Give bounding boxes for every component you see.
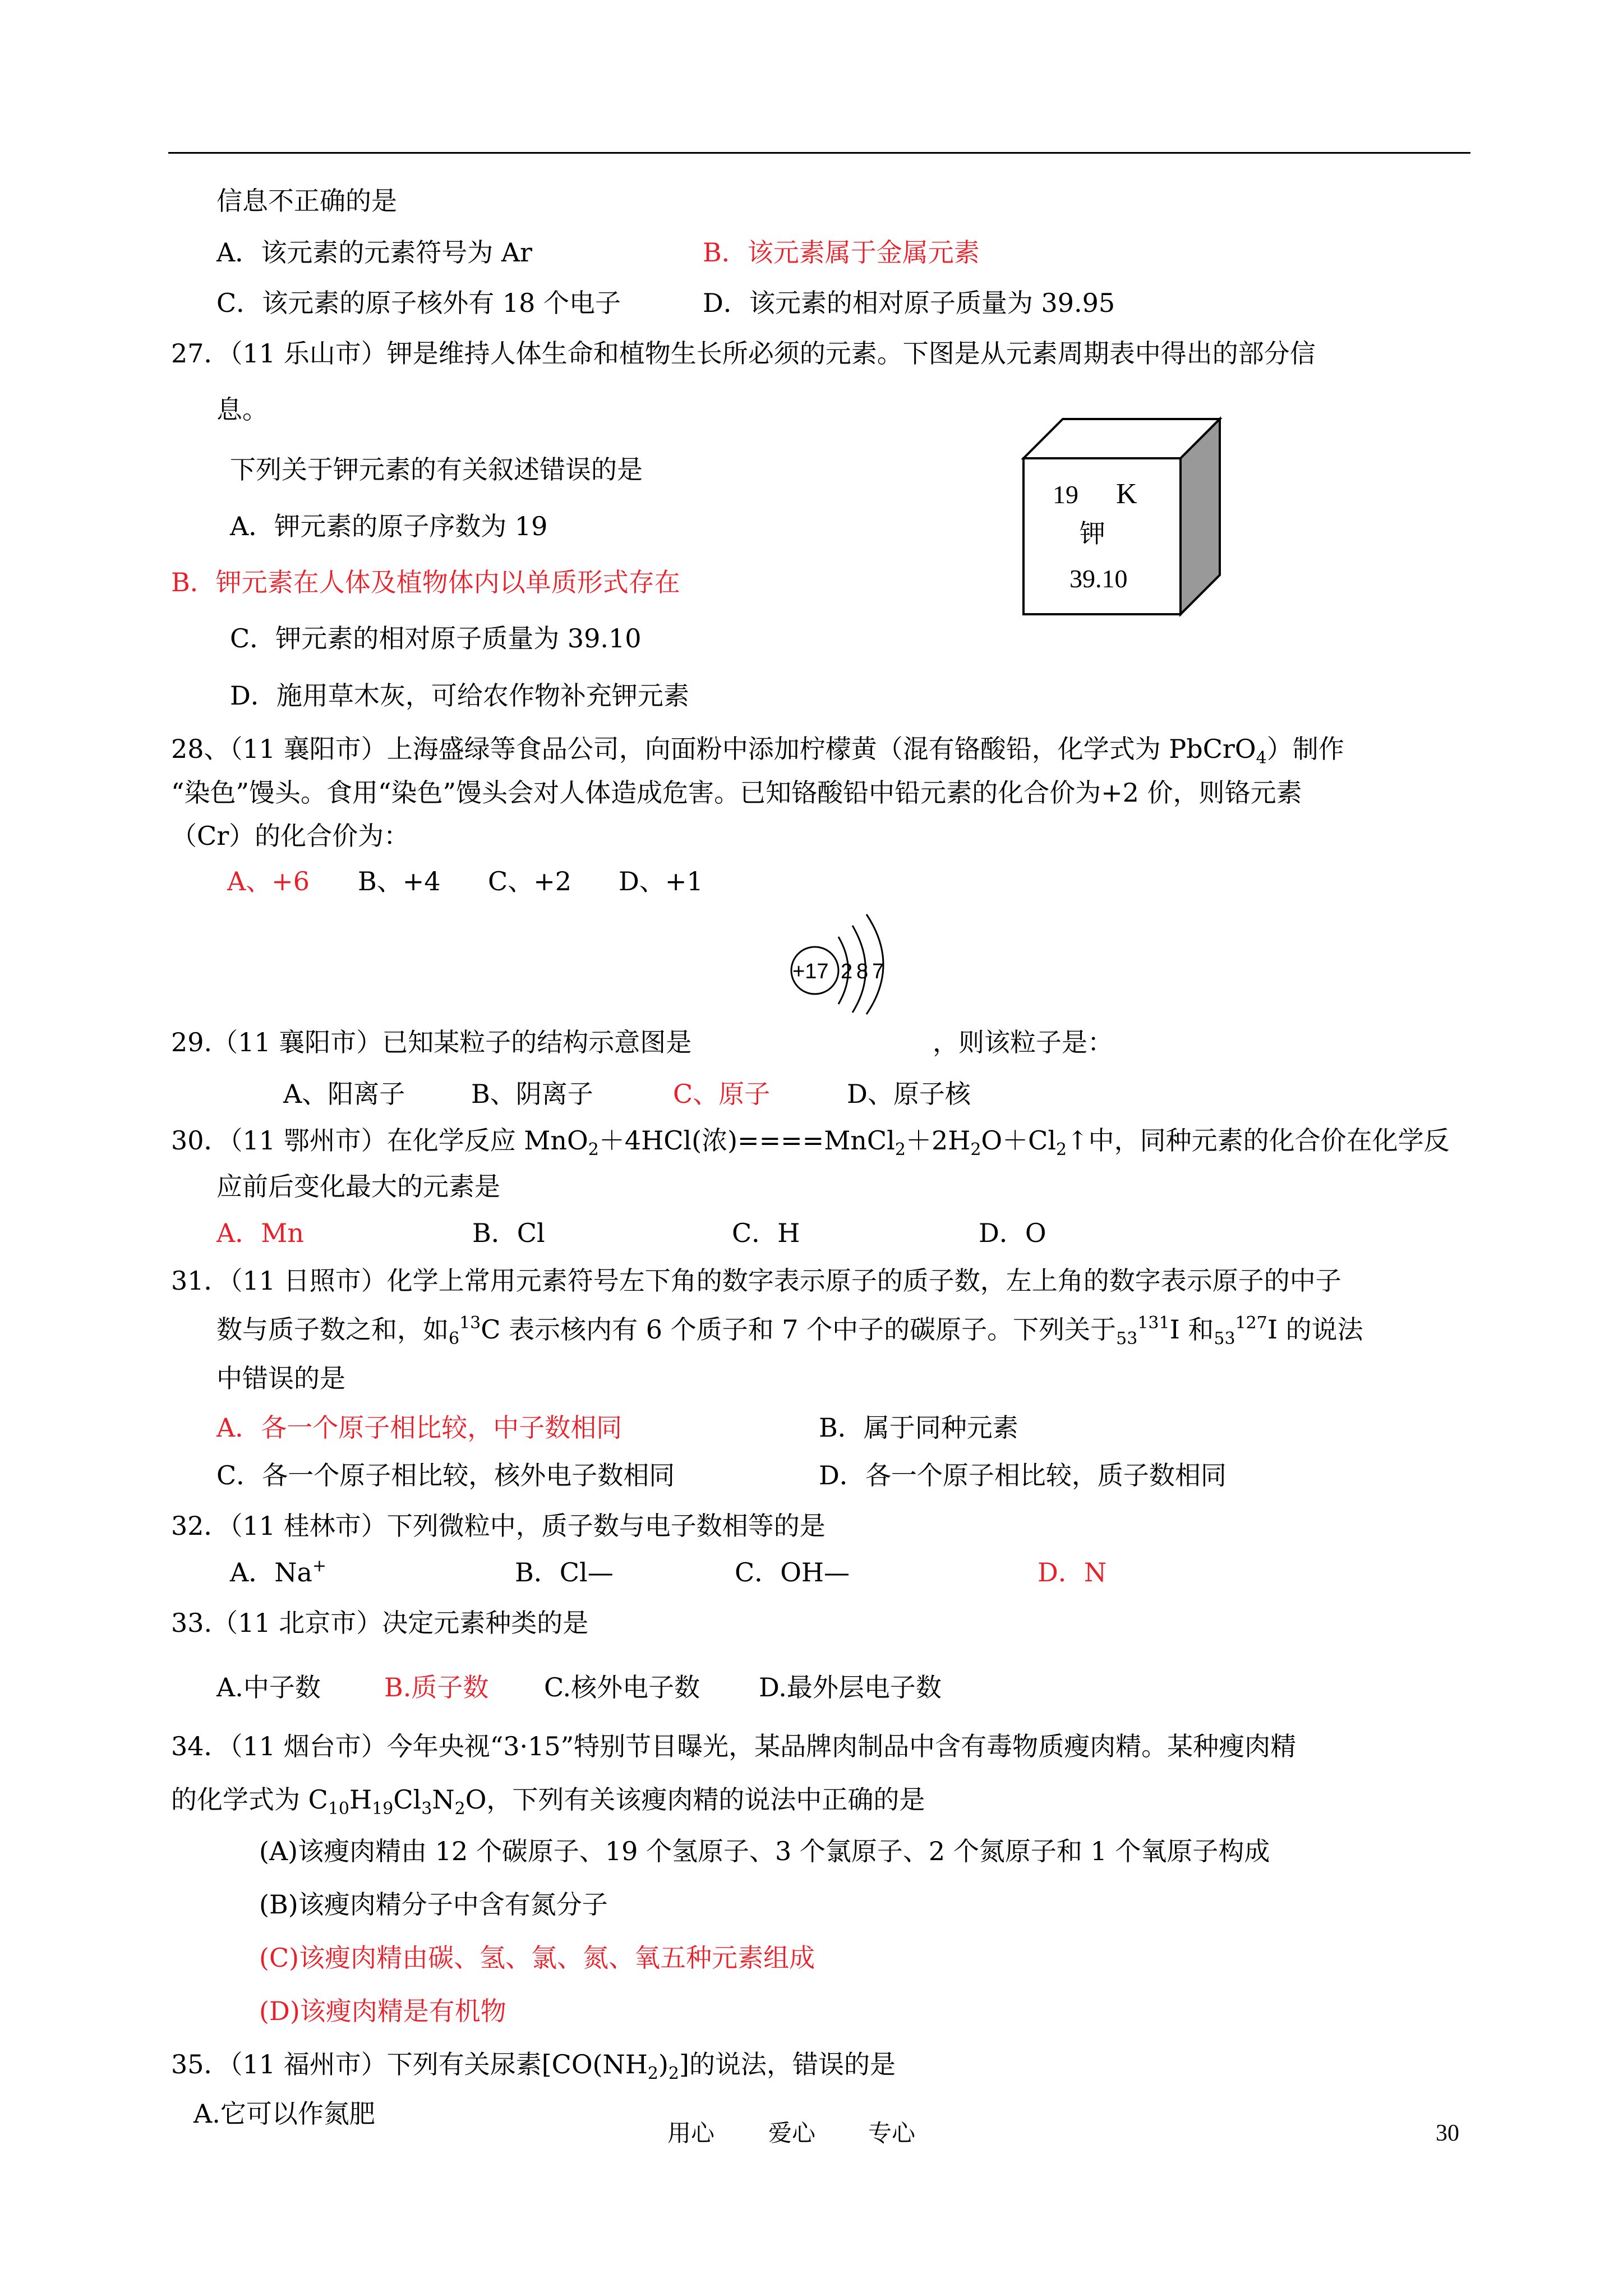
question-28-text-cont: （Cr）的化合价为： [171,821,410,851]
q34-part: 的化学式为 C [171,1784,328,1815]
subscript: 2 [970,1140,981,1159]
q34-part: H [349,1784,372,1815]
question-34-text-cont [171,1783,925,1819]
option-a-answer: A．各一个原子相比较，中子数相同 [216,1412,623,1443]
shell-1-count: 2 [841,960,853,983]
option-c: C.核外电子数 [544,1672,700,1703]
question-29-text-end: ，则该粒子是： [933,1027,1113,1057]
q31-part: I 的说法 [1267,1314,1363,1345]
footer-motto-1: 用心 [667,2119,715,2147]
subscript: 19 [372,1799,394,1819]
question-27-text-cont: 息。 [216,394,268,425]
subscript: 4 [1256,748,1267,768]
q34-part: Cl [393,1784,422,1815]
option-a-answer: A．Mn [216,1218,304,1248]
option-a: A.它可以作氮肥 [193,2099,375,2129]
footer-motto-2: 爱心 [768,2119,816,2147]
superscript: 131 [1137,1313,1170,1333]
q34-part: N [432,1784,455,1815]
option-d: D．该元素的相对原子质量为 39.95 [703,288,1115,318]
q30-part: O＋Cl [981,1125,1057,1156]
option-c: C．各一个原子相比较，核外电子数相同 [216,1460,675,1490]
subscript: 3 [421,1799,432,1819]
subscript: 10 [328,1799,350,1819]
option-c: C、+2 [488,866,572,896]
option-c: C．钾元素的相对原子质量为 39.10 [230,623,642,654]
element-atomic-number: 19 [1053,480,1078,509]
element-name: 钾 [1080,518,1105,549]
text-line: 信息不正确的是 [216,186,397,216]
question-30-text-cont: 应前后变化最大的元素是 [216,1171,500,1202]
question-34-text: 34．（11 烟台市）今年央视“3·15”特别节目曝光，某品牌肉制品中含有毒物质瘦肉精。某种瘦肉精 [171,1731,1297,1761]
option-a: A．钾元素的原子序数为 19 [230,511,548,541]
q31-part: C 表示核内有 6 个质子和 7 个中子的碳原子。下列关于 [481,1314,1117,1345]
option-d: D.最外层电子数 [759,1672,942,1703]
superscript: + [312,1556,327,1576]
superscript: 13 [459,1313,481,1333]
question-30-text [171,1124,1450,1157]
option-b-answer: B．钾元素在人体及植物体内以单质形式存在 [171,567,680,597]
superscript: 127 [1235,1313,1267,1333]
header-rule [168,152,1470,154]
subscript: 53 [1214,1329,1235,1349]
option-b-answer: B.质子数 [384,1672,489,1703]
subscript: 2 [647,2064,658,2083]
question-27-prompt: 下列关于钾元素的有关叙述错误的是 [230,454,643,485]
subscript: 2 [895,1140,906,1159]
question-31-text-cont [216,1313,1363,1349]
q31-part: 数与质子数之和，如 [216,1314,449,1345]
q28-text-part: ）制作 [1266,734,1344,764]
question-28-text [171,732,1344,766]
option-a: A、阳离子 [283,1079,405,1109]
footer-motto-3: 专心 [868,2119,916,2147]
option-d: D．O [979,1218,1046,1248]
option-a-text: A．Na [230,1557,312,1588]
q30-part: ↑中，同种元素的化合价在化学反 [1067,1125,1450,1156]
option-d-answer: (D)该瘦肉精是有机物 [259,1996,506,2026]
q28-text-part: 28、（11 襄阳市）上海盛绿等食品公司，向面粉中添加柠檬黄（混有铬酸铅，化学式为 PbCrO [171,734,1256,764]
q35-part: ]的说法，错误的是 [679,2049,896,2079]
option-d: D．施用草木灰，可给农作物补充钾元素 [230,680,689,711]
option-c-answer: (C)该瘦肉精由碳、氢、氯、氮、氧五种元素组成 [259,1943,815,1973]
option-b-answer: B．该元素属于金属元素 [703,237,980,268]
question-29-text: 29.（11 襄阳市）已知某粒子的结构示意图是 [171,1027,692,1057]
option-d-answer: D．N [1038,1557,1107,1588]
atom-structure-diagram [782,903,917,1015]
question-33-text: 33.（11 北京市）决定元素种类的是 [171,1608,589,1638]
q34-part: O，下列有关该瘦肉精的说法中正确的是 [465,1784,925,1815]
option-a: A.中子数 [216,1672,321,1703]
option-b: B．属于同种元素 [819,1412,1018,1443]
option-a: (A)该瘦肉精由 12 个碳原子、19 个氢原子、3 个氯原子、2 个氮原子和 1 个氧原子构成 [259,1836,1270,1866]
element-mass: 39.10 [1069,564,1128,593]
option-c-answer: C、原子 [673,1079,771,1109]
subscript: 2 [668,2064,679,2083]
option-b: B．Cl— [515,1557,614,1588]
question-31-text-cont: 中错误的是 [216,1363,345,1393]
option-a-answer: A、+6 [227,866,310,896]
option-b: (B)该瘦肉精分子中含有氮分子 [259,1889,608,1920]
subscript: 2 [1056,1140,1067,1159]
q35-part: 35．（11 福州市）下列有关尿素[CO(NH [171,2049,648,2079]
option-c: C．该元素的原子核外有 18 个电子 [216,288,621,318]
question-28-text-cont: “染色”馒头。食用“染色”馒头会对人体造成危害。已知铬酸铅中铅元素的化合价为+2 价，则铬元素 [171,777,1302,808]
q30-part: ＋4HCl(浓)====MnCl [598,1125,895,1156]
subscript: 53 [1116,1329,1138,1349]
element-cube-figure [1018,413,1225,621]
q35-part: ) [658,2049,668,2079]
shell-3-count: 7 [872,960,884,983]
option-c: C．H [732,1218,800,1248]
option-a [230,1556,326,1589]
option-c: C．OH— [735,1557,850,1588]
element-symbol: K [1116,478,1137,510]
subscript: 2 [588,1140,599,1159]
option-d: D、原子核 [847,1079,971,1109]
shell-2-count: 8 [856,960,869,983]
question-32-text: 32．（11 桂林市）下列微粒中，质子数与电子数相等的是 [171,1511,826,1541]
option-b: B．Cl [472,1218,545,1248]
q31-part: I 和 [1169,1314,1214,1345]
option-b: B、+4 [358,866,441,896]
question-31-text: 31．（11 日照市）化学上常用元素符号左下角的数字表示原子的质子数，左上角的数字表示原子的中子 [171,1266,1341,1296]
subscript: 2 [454,1799,465,1819]
subscript: 6 [449,1329,460,1349]
page-number: 30 [1436,2120,1459,2146]
option-b: B、阴离子 [471,1079,593,1109]
q30-part: ＋2H [905,1125,971,1156]
nucleus-charge: +17 [792,960,829,983]
option-d: D、+1 [619,866,703,896]
option-a: A．该元素的元素符号为 Ar [216,237,533,268]
question-27-text: 27．（11 乐山市）钾是维持人体生命和植物生长所必须的元素。下图是从元素周期表中得出的部分信 [171,338,1316,369]
option-d: D．各一个原子相比较，质子数相同 [819,1460,1227,1490]
q30-part: 30．（11 鄂州市）在化学反应 MnO [171,1125,588,1156]
question-35-text [171,2047,896,2081]
